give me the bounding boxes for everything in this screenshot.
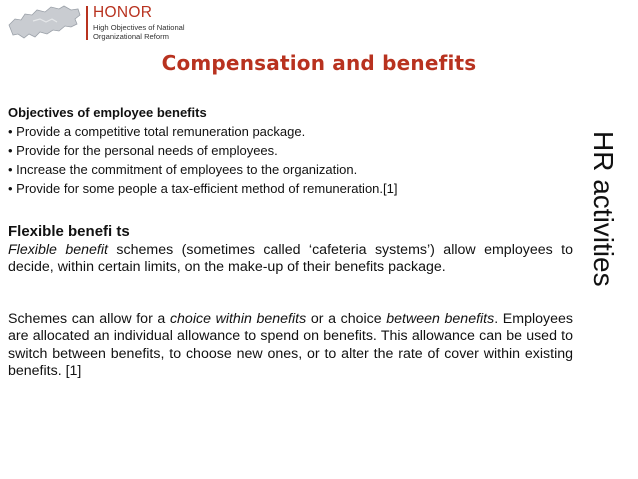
flexible-benefits-heading: Flexible benefi ts [8,223,130,240]
objectives-section [8,103,573,198]
slide-title: Compensation and benefits [161,51,477,75]
paragraph-text: or a choice [306,311,387,327]
logo-divider [86,6,88,40]
objective-item: • Provide for the personal needs of employees. [8,143,278,158]
logo-name: HONOR [93,4,153,21]
objective-item: • Provide for some people a tax-efficient method of remuneration.[1] [8,181,398,196]
objectives-heading: Objectives of employee benefits [8,105,207,120]
kyrgyzstan-map-icon [7,3,81,43]
logo-subtitle-line: High Objectives of National [93,23,185,32]
choice-within-term: choice within benefits [169,311,307,327]
logo-subtitle-line: Organizational Reform [93,32,169,41]
paragraph-text: schemes (sometimes called ‘cafeteria systems’) allow employees to decide, within certain limits, on the make-up of their benefits package. [8,242,573,276]
between-benefits-term: between benefits [386,311,495,327]
side-label: HR activities [588,131,619,287]
objective-item: • Provide a competitive total remuneration package. [8,124,306,139]
paragraph-text: . Employees are allocated an individual allowance to spend on benefits. This allowance can be used to switch between benefits, to choose new ones, or to alter the rate of cover within existing benefits. [1] [8,311,573,380]
flexible-benefits-paragraph [8,242,573,277]
schemes-paragraph [8,311,573,381]
flexible-benefit-term: Flexible benefit [8,242,108,258]
logo-subtitle [93,23,193,41]
objective-item: • Increase the commitment of employees to the organization. [8,162,358,177]
paragraph-text: Schemes can allow for a [8,311,170,327]
